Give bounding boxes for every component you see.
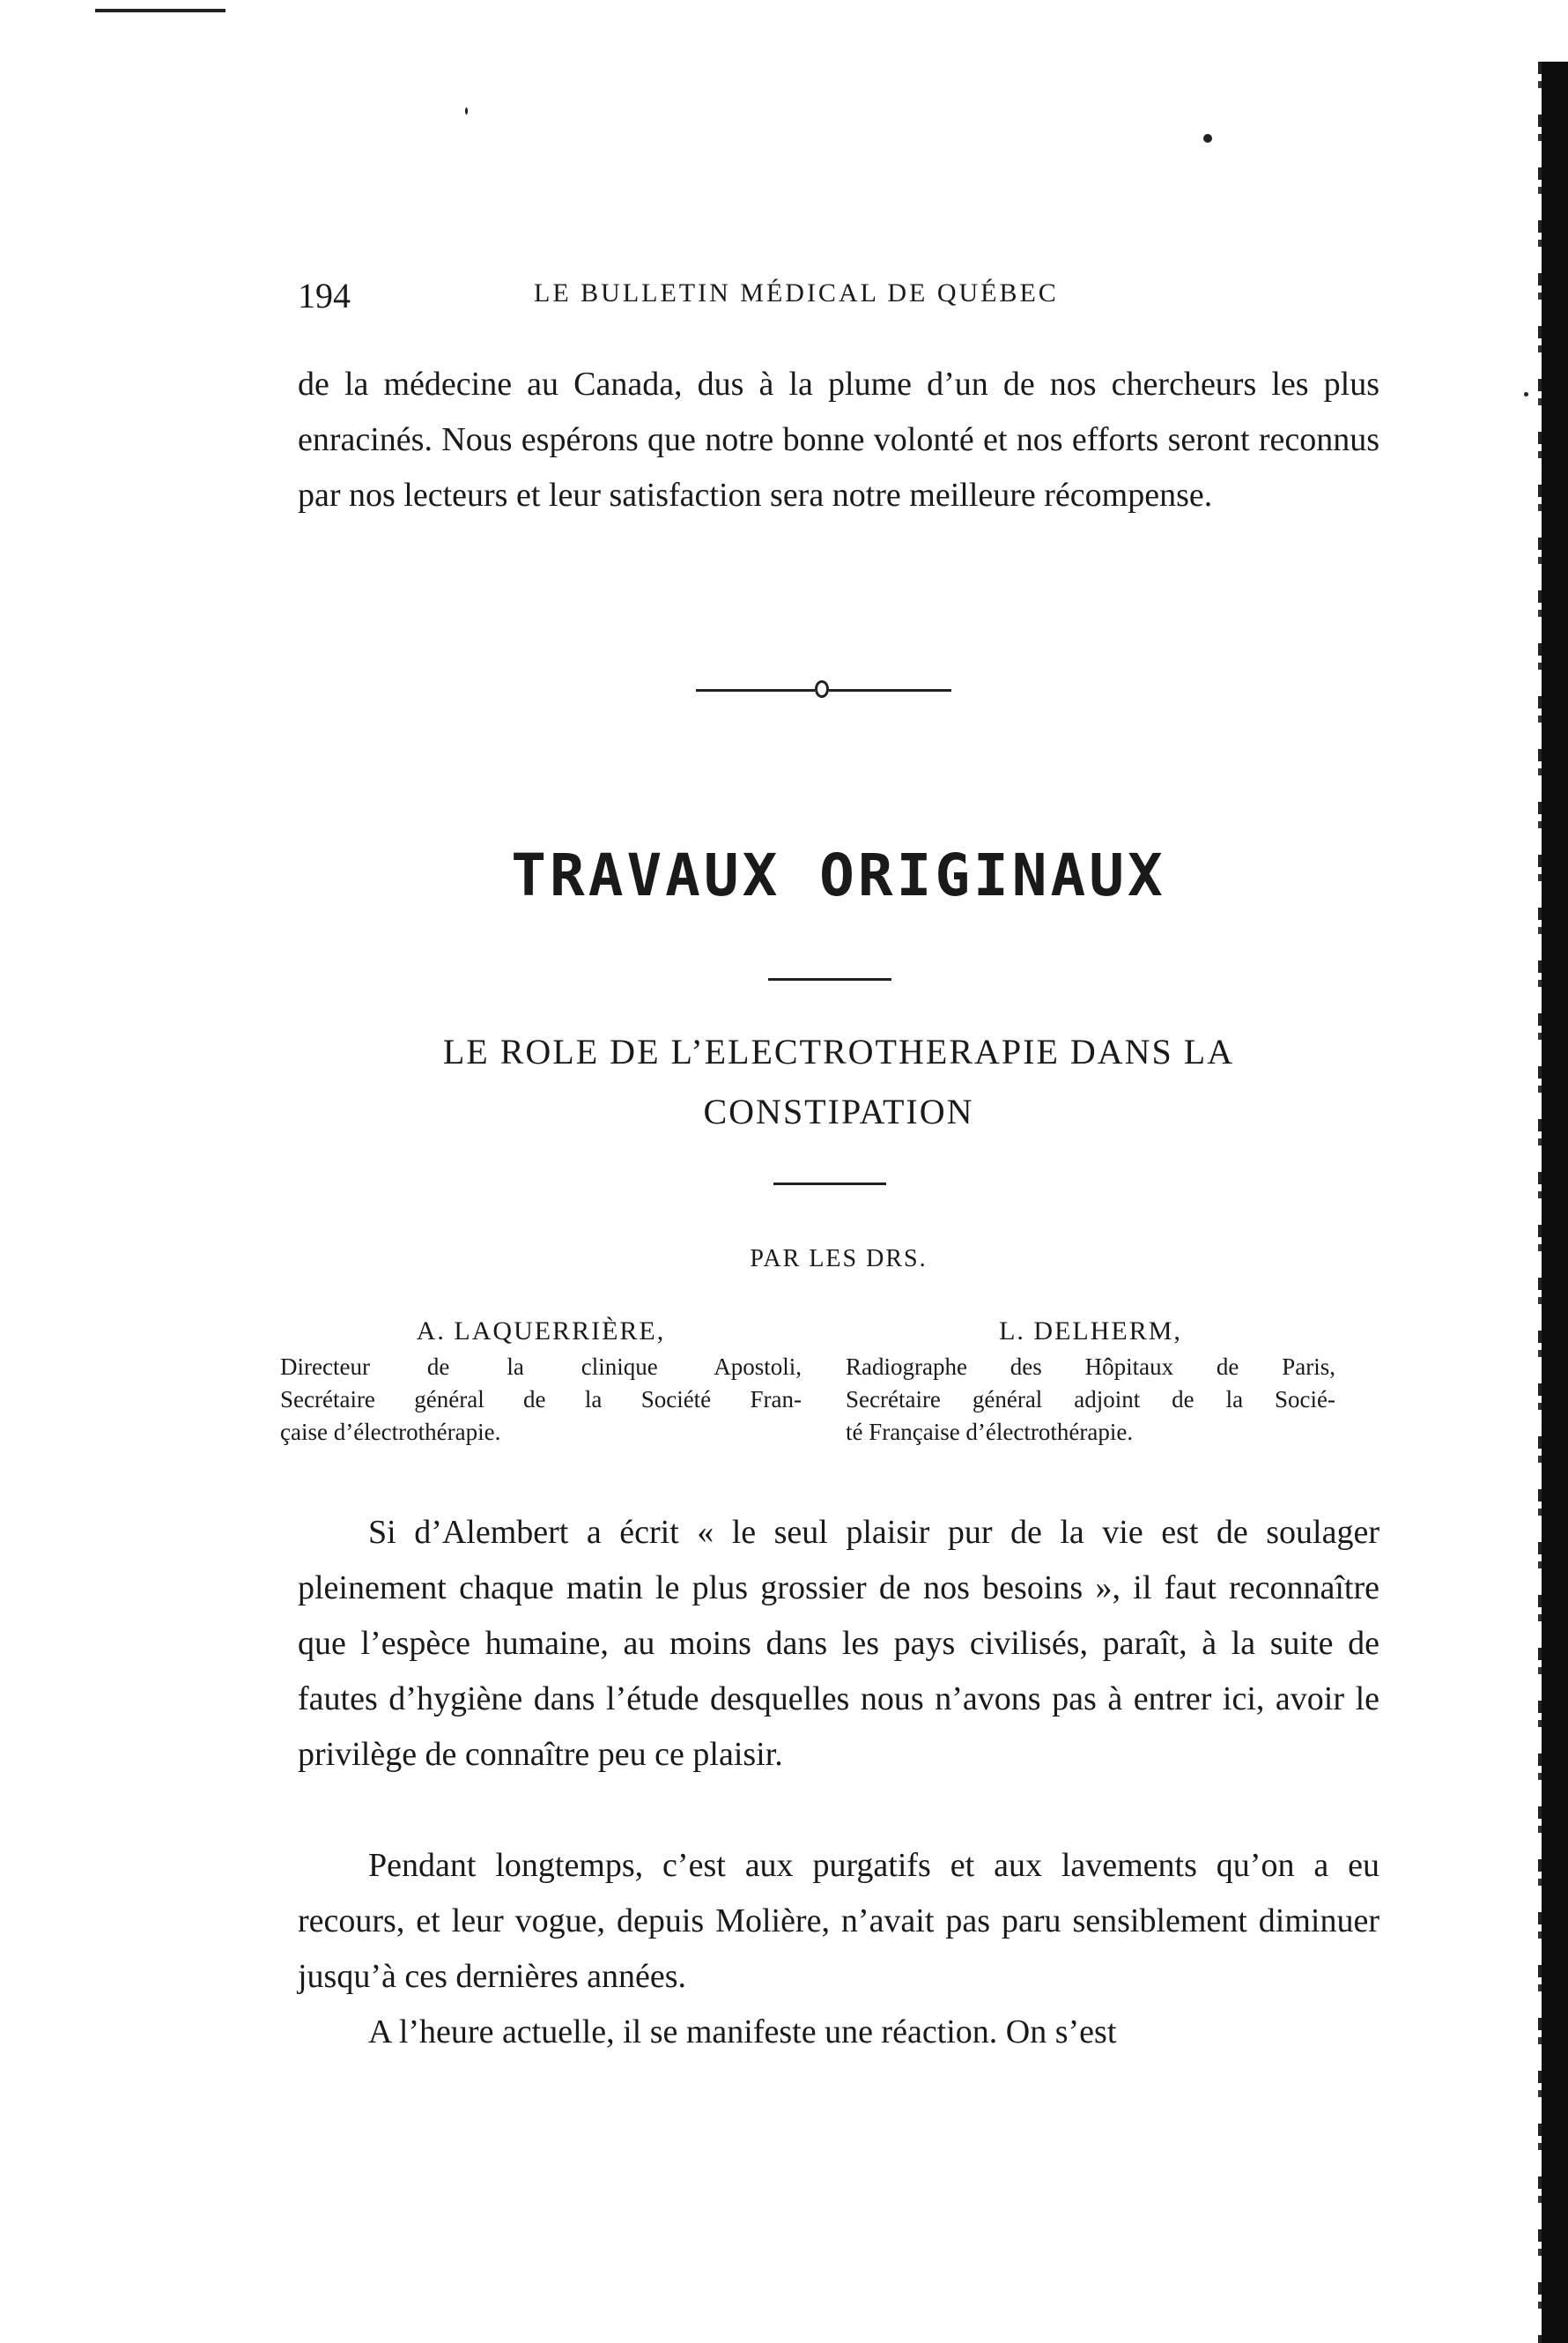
article-title (298, 1022, 1379, 1142)
scan-edge-rule (95, 9, 226, 12)
author-block (280, 1315, 802, 1449)
article-title-line: LE ROLE DE L’ELECTROTHERAPIE DANS LA (442, 1032, 1235, 1071)
intro-paragraph: de la médecine au Canada, dus à la plume d’un de nos chercheurs les plus enracinés. Nous espérons que notre bonne volonté et nos efforts seront reconnus par nos lecteurs et leur satisfaction sera notre meilleure récompense. (298, 366, 1379, 514)
section-divider (696, 671, 951, 707)
book-spine-shadow (1542, 62, 1568, 2343)
author-affiliation: çaise d’électrothérapie. (280, 1419, 501, 1445)
author-affiliation: Secrétaire général adjoint de la Socié- (846, 1386, 1335, 1412)
author-affiliation: Radiographe des Hôpitaux de Paris, (846, 1353, 1335, 1380)
ink-speck (465, 108, 468, 115)
author-name: L. DELHERM, (999, 1316, 1182, 1346)
byline-rule (773, 1183, 886, 1185)
author-block (846, 1315, 1335, 1449)
page-number: 194 (298, 276, 351, 315)
ink-speck (1524, 392, 1528, 397)
title-rule (768, 978, 891, 981)
article-title-line: CONSTIPATION (703, 1092, 974, 1131)
author-affiliation: té Française d’électrothérapie. (846, 1419, 1134, 1445)
page-header (298, 275, 1267, 319)
author-affiliation: Directeur de la clinique Apostoli, (280, 1353, 802, 1380)
body-paragraph: Si d’Alembert a écrit « le seul plaisir pur de la vie est de soulager pleinement chaque matin le plus grossier de nos besoins », il faut reconnaître que l’espèce humaine, au moins dans les pays civilisés, paraît, à la suite de fautes d’hygiène dans l’étude desquelles nous n’avons pas à entrer ici, avoir le privilège de connaître peu ce plaisir. (298, 1514, 1379, 1773)
body-paragraph: Pendant longtemps, c’est aux purgatifs et aux lavements qu’on a eu recours, et leur vogue, depuis Molière, n’avait pas paru sensiblement diminuer jusqu’à ces dernières années. (298, 1847, 1379, 1995)
body-paragraph: A l’heure actuelle, il se manifeste une réaction. On s’est (368, 2013, 1117, 2050)
byline: PAR LES DRS. (750, 1245, 928, 1272)
ink-speck (1203, 134, 1212, 143)
section-title: TRAVAUX ORIGINAUX (511, 842, 1166, 909)
author-affiliation: Secrétaire général de la Société Fran- (280, 1386, 802, 1412)
author-name: A. LAQUERRIÈRE, (416, 1316, 666, 1346)
running-head: LE BULLETIN MÉDICAL DE QUÉBEC (534, 278, 1059, 308)
